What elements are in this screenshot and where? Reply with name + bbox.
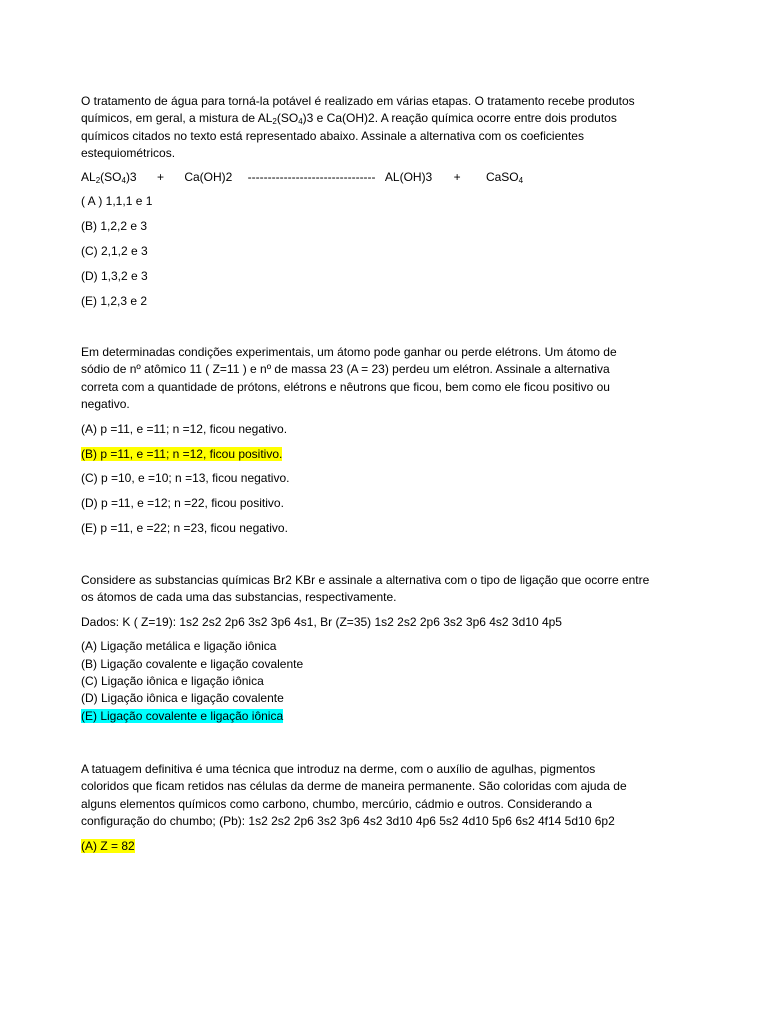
option-b[interactable]: (B) Ligação covalente e ligação covalente bbox=[81, 656, 304, 671]
option-a-selected[interactable] bbox=[81, 838, 706, 855]
highlighted-answer: (E) Ligação covalente e ligação iônica bbox=[81, 708, 284, 723]
chemical-equation: $AL_2(SO_4)3 + Ca(OH)2$ -------------------------------- AL(OH)3 + CaSO$_4$ bbox=[81, 169, 524, 185]
option-c[interactable]: (C) 2,1,2 e 3 bbox=[81, 243, 148, 258]
question-3 bbox=[81, 572, 706, 725]
option-b-selected[interactable] bbox=[81, 446, 706, 463]
option-e[interactable]: (E) p =11, e =22; n =23, ficou negativo. bbox=[81, 521, 288, 536]
option-d[interactable]: (D) Ligação iônica e ligação covalente bbox=[81, 691, 284, 706]
electron-configuration-data: Dados: K ( Z=19): 1s2 2s2 2p6 3s2 3p6 4s1, Br (Z=35) 1s2 2s2 2p6 3s2 3p6 4s2 3d10 4p5 bbox=[81, 614, 562, 629]
option-d[interactable]: (D) 1,3,2 e 3 bbox=[81, 268, 148, 283]
option-c[interactable]: (C) Ligação iônica e ligação iônica bbox=[81, 674, 264, 689]
highlighted-answer: (A) Z = 82 bbox=[81, 838, 135, 853]
option-e-selected[interactable] bbox=[81, 708, 706, 725]
question-3-stem: Considere as substancias químicas Br2 KBr e assinale a alternativa com o tipo de ligação que ocorre entre os átomos de cada uma das substancias, respectivamente. bbox=[81, 573, 650, 605]
option-a[interactable]: (A) p =11, e =11; n =12, ficou negativo. bbox=[81, 421, 288, 436]
highlighted-answer: (B) p =11, e =11; n =12, ficou positivo. bbox=[81, 446, 283, 461]
question-2-stem: Em determinadas condições experimentais, um átomo pode ganhar ou perde elétrons. Um átomo de sódio de nº atômico 11 ( Z=11 ) e nº de massa 23 (A = 23) perdeu um elétron. Assinale a alternativa correta com a quantidade de prótons, elétrons e nêutrons que ficou, bem como ele ficou positivo ou negativo. bbox=[81, 345, 617, 412]
option-a[interactable]: (A) Ligação metálica e ligação iônica bbox=[81, 639, 277, 654]
question-4-stem: A tatuagem definitiva é uma técnica que introduz na derme, com o auxílio de agulhas, pigmentos coloridos que ficam retidos nas células da derme de maneira permanente. São coloridas com ajuda de alguns elementos químicos como carbono, chumbo, mercúrio, cádmio e outros. Considerando a configuração do chumbo; (Pb): 1s2 2s2 2p6 3s2 3p6 4s2 3d10 4p6 5s2 4d10 5p6 6s2 4f14 5d10 6p2 bbox=[81, 762, 627, 829]
option-b[interactable]: (B) 1,2,2 e 3 bbox=[81, 218, 148, 233]
question-1 bbox=[81, 93, 706, 310]
option-a[interactable]: ( A ) 1,1,1 e 1 bbox=[81, 194, 153, 209]
question-1-stem: O tratamento de água para torná-la potável é realizado em várias etapas. O tratamento recebe produtos químicos, em geral, a mistura de $AL_2(SO_4)3$ e Ca(OH)2. A reação química ocorre entre dois produtos químicos citados no texto está representado abaixo. Assinale a alternativa com os coeficientes estequiométricos. bbox=[81, 94, 635, 161]
option-d[interactable]: (D) p =11, e =12; n =22, ficou positivo. bbox=[81, 496, 284, 511]
option-c[interactable]: (C) p =10, e =10; n =13, ficou negativo. bbox=[81, 471, 290, 486]
question-4 bbox=[81, 761, 706, 855]
option-e[interactable]: (E) 1,2,3 e 2 bbox=[81, 293, 148, 308]
question-2 bbox=[81, 344, 706, 538]
